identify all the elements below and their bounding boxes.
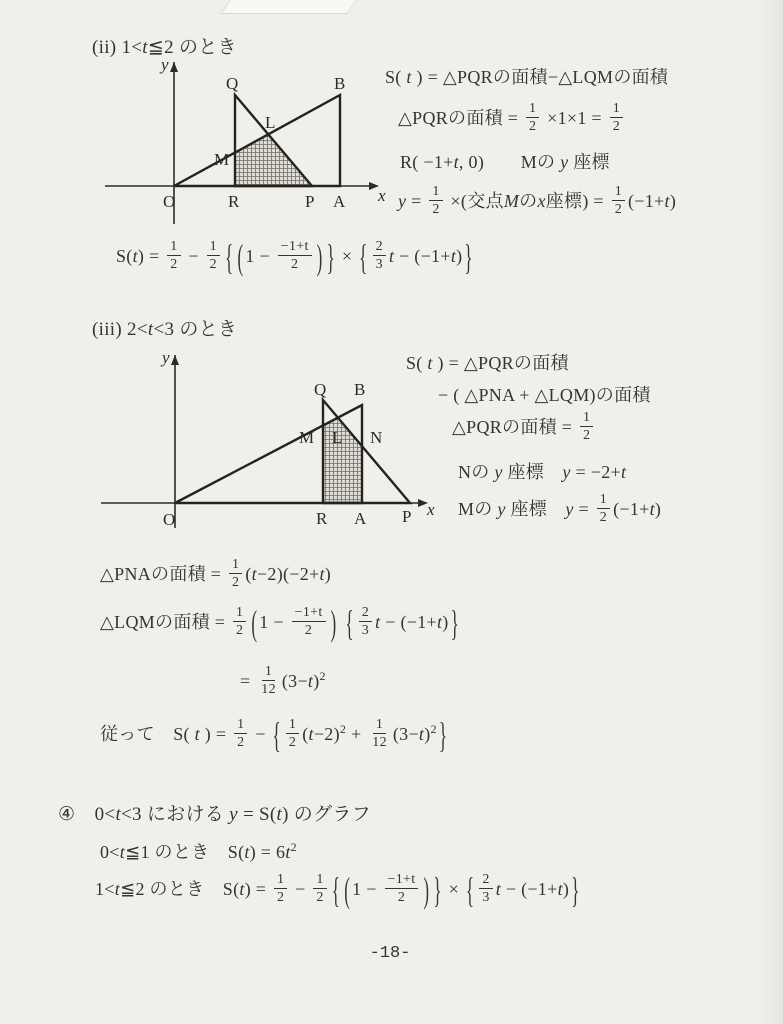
scan-tape-artifact: [220, 0, 357, 14]
eq-st-definition-iii-2: − ( △PNA + △LQM)の面積: [438, 385, 651, 405]
d2-label-P: P: [402, 507, 412, 526]
eq-pqr-area-ii: △PQRの面積 = $\frac{1}{2}$ ×1×1 = $\frac{1}{2}$: [398, 103, 626, 137]
d2-label-x-axis: x: [427, 500, 435, 519]
eq-st-definition-iii: S( t ) = △PQRの面積: [406, 353, 569, 373]
d1-label-L: L: [265, 113, 276, 132]
d2-label-O: O: [163, 510, 176, 529]
d2-label-N: N: [370, 428, 383, 447]
d2-label-B: B: [354, 380, 366, 399]
eq-case-1-to-2: 1<t≦2 のとき S(t) = $\frac{1}{2}$ − $\frac{1}{2}$ { ( 1 − $\frac{-1+t}{2}$ ) } × { $\frac{2}{3}$ t − (−1+t) }: [95, 870, 580, 911]
d2-label-y-axis: y: [162, 348, 170, 367]
diagram-2: [93, 343, 438, 540]
eq-m-y-coordinate-iii: Mの y 座標 y = $\frac{1}{2}$ (−1+t): [458, 492, 662, 526]
d1-label-R: R: [228, 192, 240, 211]
eq-st-definition-ii: S( t ) = △PQRの面積−△LQMの面積: [385, 67, 669, 87]
eq-m-y-coordinate: y = $\frac{1}{2}$ ×(交点Mのx座標) = $\frac{1}{2}$ (−1+t): [398, 184, 677, 218]
d2-label-M: M: [299, 428, 315, 447]
d1-label-y-axis: y: [161, 55, 169, 74]
page-number: -18-: [369, 944, 411, 963]
d1-y-axis-arrow: [170, 62, 178, 72]
d2-label-L: L: [332, 428, 343, 447]
d2-label-R: R: [316, 509, 328, 528]
d1-label-x-axis: x: [378, 186, 386, 205]
eq-lqm-area-simplified: = $\frac{1}{12}$ $(3-t)^2$: [240, 664, 326, 698]
eq-lqm-area: △LQMの面積 = $\frac{1}{2}$ ( 1 − $\frac{-1+t}{2}$ ) { $\frac{2}{3}$ t − (−1+t) }: [100, 603, 460, 644]
d2-shaded-region: [323, 418, 362, 503]
d2-label-A: A: [354, 509, 367, 528]
d1-label-B: B: [334, 74, 346, 93]
eq-pqr-area-iii: △PQRの面積 = $\frac{1}{2}$: [452, 412, 596, 446]
d1-label-Q: Q: [226, 74, 239, 93]
eq-r-coordinate: R( −1+t, 0) Mの y 座標: [400, 152, 610, 172]
heading-iii: (iii) 2<t<3 のとき: [92, 319, 238, 340]
d1-label-O: O: [163, 192, 176, 211]
d2-label-Q: Q: [314, 380, 327, 399]
eq-st-conclusion: 従って S( t ) = $\frac{1}{2}$ − { $\frac{1}{2}$ $(t-2)^2$ + $\frac{1}{12}$ $(3-t)^2$ }: [100, 715, 448, 756]
eq-n-y-coordinate: Nの y 座標 y = −2+t: [458, 462, 627, 482]
d1-label-P: P: [305, 192, 315, 211]
d2-y-axis-arrow: [171, 355, 179, 365]
eq-st-result-ii: S(t) = $\frac{1}{2}$ − $\frac{1}{2}$ { ( 1 − $\frac{-1+t}{2}$ ) } × { $\frac{2}{3}$ t − (−1+t) }: [116, 237, 473, 278]
diagram-1: [95, 52, 390, 236]
d1-label-A: A: [333, 192, 346, 211]
eq-case-0-to-1: 0<t≦1 のとき $S(t) = 6t^2$: [100, 840, 297, 862]
d1-label-M: M: [214, 150, 230, 169]
heading-ii: (ii) 1<t≦2 のとき: [92, 37, 237, 58]
heading-graph-section: ④ 0<t<3 における y = S(t) のグラフ: [58, 804, 371, 825]
eq-pna-area: △PNAの面積 = $\frac{1}{2}$ (t−2)(−2+t): [100, 557, 332, 591]
